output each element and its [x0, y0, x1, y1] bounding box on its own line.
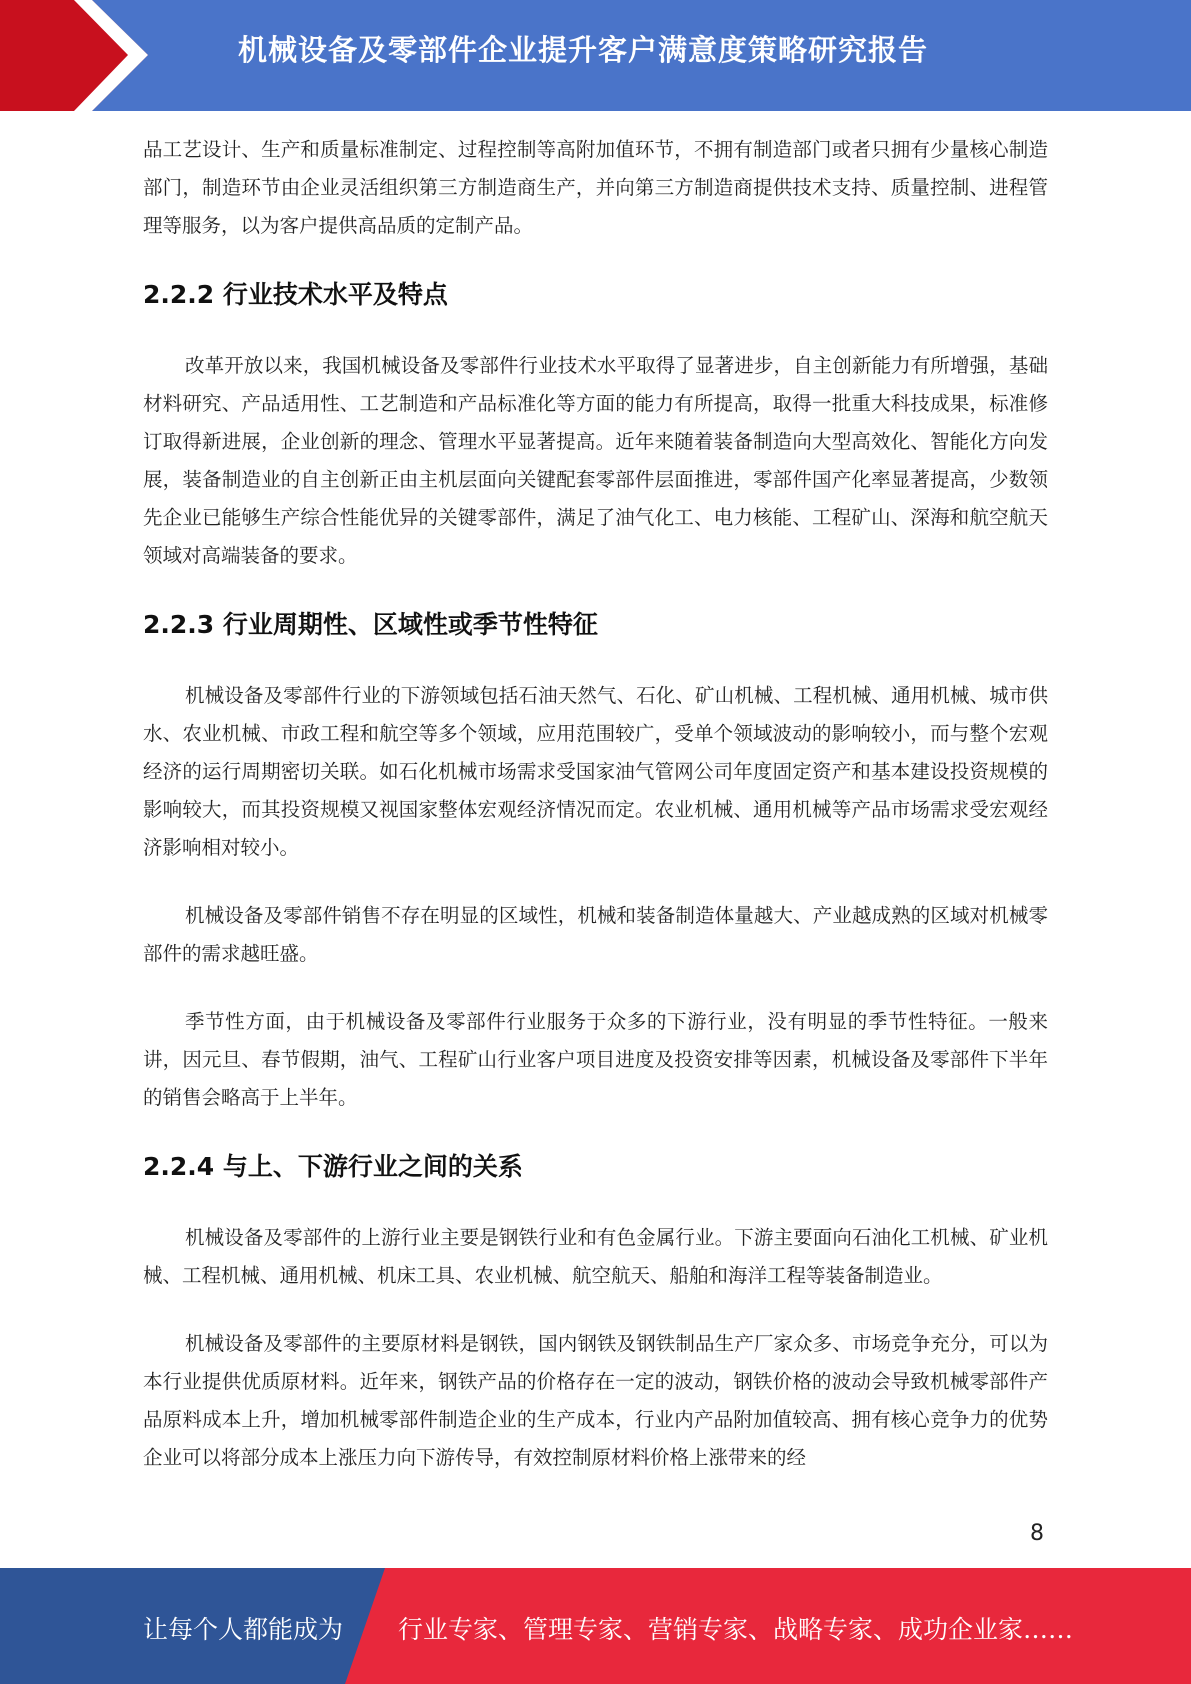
paragraph-tech-level: 改革开放以来，我国机械设备及零部件行业技术水平取得了显著进步，自主创新能力有所增强，基础材料研究、产品适用性、工艺制造和产品标准化等方面的能力有所提高，取得一批重大科技成果，标准修订取得新进展，企业创新的理念、管理水平显著提高。近年来随着装备制造向大型高效化、智能化方向发展，装备制造业的自主创新正由主机层面向关键配套零部件层面推进，零部件国产化率显著提高，少数领先企业已能够生产综合性能优异的关键零部件，满足了油气化工、电力核能、工程矿山、深海和航空航天领域对高端装备的要求。 — [143, 354, 1048, 567]
page-footer — [0, 1568, 1191, 1684]
footer-slogan-right: 行业专家、管理专家、营销专家、战略专家、成功企业家…… — [398, 1615, 1074, 1644]
paragraph-cyclicality: 机械设备及零部件行业的下游领域包括石油天然气、石化、矿山机械、工程机械、通用机械、城市供水、农业机械、市政工程和航空等多个领域，应用范围较广，受单个领域波动的影响较小，而与整个宏观经济的运行周期密切关联。如石化机械市场需求受国家油气管网公司年度固定资产和基本建设投资规模的影响较大，而其投资规模又视国家整体宏观经济情况而定。农业机械、通用机械等产品市场需求受宏观经济影响相对较小。 — [143, 684, 1048, 859]
paragraph-raw-materials: 机械设备及零部件的主要原材料是钢铁，国内钢铁及钢铁制品生产厂家众多、市场竞争充分，可以为本行业提供优质原材料。近年来，钢铁产品的价格存在一定的波动，钢铁价格的波动会导致机械零部件产品原料成本上升，增加机械零部件制造企业的生产成本，行业内产品附加值较高、拥有核心竞争力的优势企业可以将部分成本上涨压力向下游传导，有效控制原材料价格上涨带来的经 — [143, 1332, 1048, 1469]
section-heading-2-2-3: 2.2.3 行业周期性、区域性或季节性特征 — [143, 610, 598, 639]
paragraph-seasonality: 季节性方面，由于机械设备及零部件行业服务于众多的下游行业，没有明显的季节性特征。一般来讲，因元旦、春节假期，油气、工程矿山行业客户项目进度及投资安排等因素，机械设备及零部件下半年的销售会略高于上半年。 — [143, 1010, 1048, 1109]
section-heading-2-2-4: 2.2.4 与上、下游行业之间的关系 — [143, 1152, 523, 1181]
paragraph-regionality: 机械设备及零部件销售不存在明显的区域性，机械和装备制造体量越大、产业越成熟的区域对机械零部件的需求越旺盛。 — [143, 904, 1048, 965]
section-heading-2-2-2: 2.2.2 行业技术水平及特点 — [143, 280, 448, 309]
footer-slogan-left: 让每个人都能成为 — [143, 1615, 344, 1644]
page-body — [143, 131, 1048, 1477]
paragraph-upstream-downstream: 机械设备及零部件的上游行业主要是钢铁行业和有色金属行业。下游主要面向石油化工机械、矿业机械、工程机械、通用机械、机床工具、农业机械、航空航天、船舶和海洋工程等装备制造业。 — [143, 1226, 1048, 1287]
page-number: 8 — [1030, 1521, 1044, 1546]
paragraph-continued: 品工艺设计、生产和质量标准制定、过程控制等高附加值环节，不拥有制造部门或者只拥有少量核心制造部门，制造环节由企业灵活组织第三方制造商生产，并向第三方制造商提供技术支持、质量控制、进程管理等服务，以为客户提供高品质的定制产品。 — [143, 138, 1048, 237]
report-title: 机械设备及零部件企业提升客户满意度策略研究报告 — [238, 33, 929, 67]
page-header — [0, 0, 1191, 111]
